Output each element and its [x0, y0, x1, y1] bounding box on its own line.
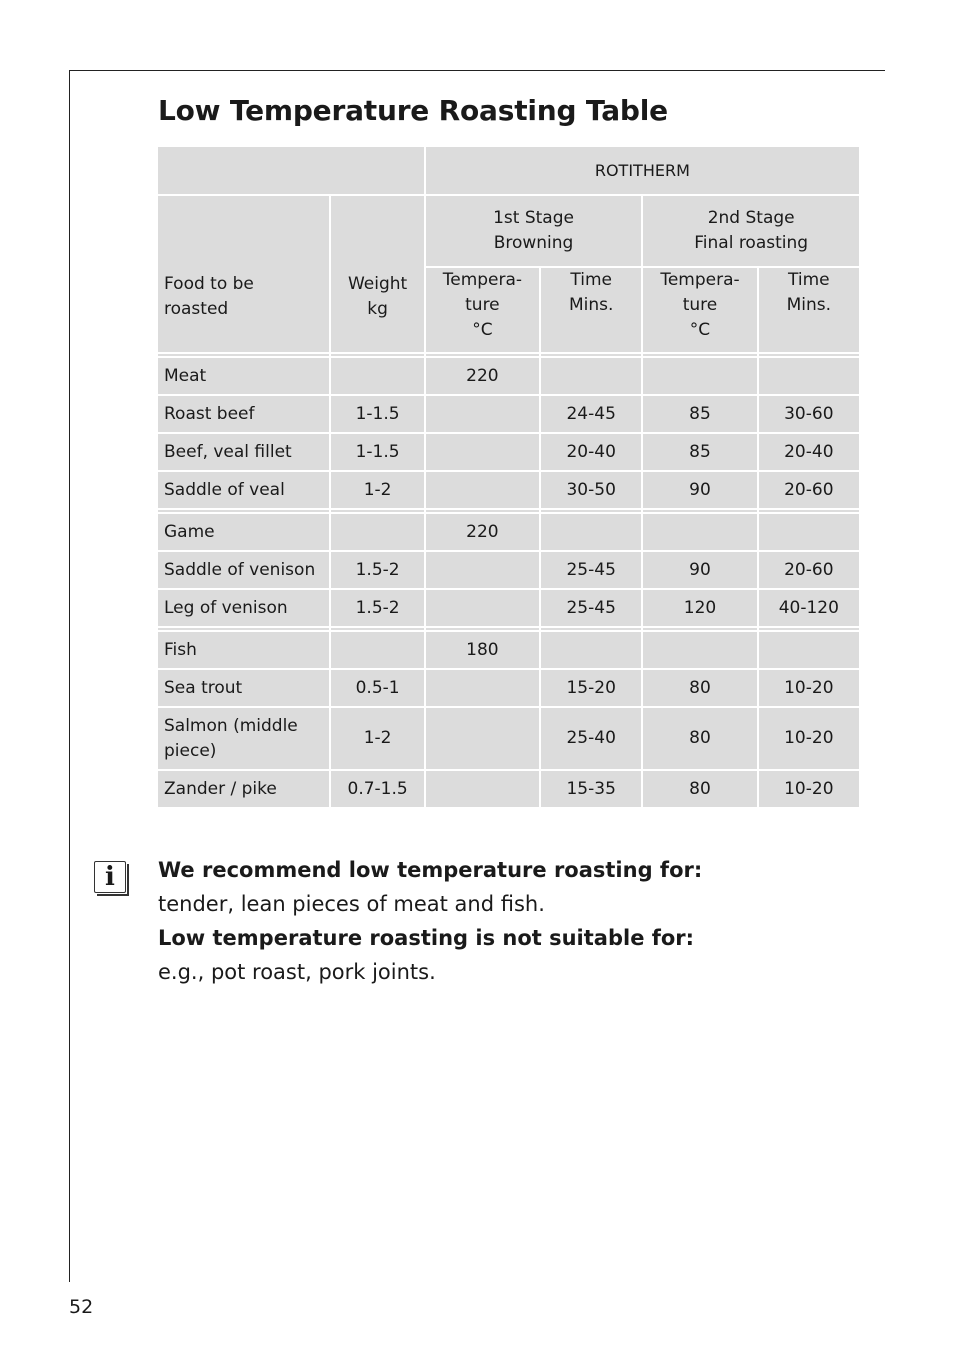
table-row: [158, 670, 859, 706]
table-row: [158, 590, 859, 626]
header-temp1: [426, 268, 539, 352]
recommend-heading: We recommend low temperature roasting for:: [158, 858, 703, 882]
category-row: [158, 514, 859, 550]
not-suitable-heading: Low temperature roasting is not suitable for:: [158, 926, 695, 950]
header-time2-line1: Time: [788, 270, 830, 290]
header-temp2-line1: Tempera-: [660, 270, 740, 290]
header-stage1: [426, 196, 642, 266]
separator-cell: [158, 510, 329, 512]
temp2-value: 90: [643, 552, 756, 588]
header-time1: [541, 268, 641, 352]
weight-value: 0.7-1.5: [331, 771, 423, 807]
temp2-value: 80: [643, 670, 756, 706]
food-name-line2: piece): [164, 740, 217, 761]
empty-cell: [426, 708, 539, 769]
header-weight: [331, 196, 423, 352]
time1-value: 25-45: [541, 590, 641, 626]
weight-value: 1-2: [331, 472, 423, 508]
header-stage1-line1: 1st Stage: [493, 208, 574, 228]
separator-cell: [643, 628, 756, 630]
time2-value: 10-20: [759, 670, 859, 706]
temp2-value: 90: [643, 472, 756, 508]
header-temp1-line1: Tempera-: [442, 270, 523, 290]
food-name: Leg of venison: [158, 590, 329, 626]
time1-value: 20-40: [541, 434, 641, 470]
separator-cell: [331, 628, 423, 630]
time1-value: 15-20: [541, 670, 641, 706]
table-row: [158, 771, 859, 807]
header-food: [158, 196, 329, 352]
table-body: [158, 354, 859, 807]
table-row: [158, 396, 859, 432]
category-row: [158, 358, 859, 394]
time2-value: 40-120: [759, 590, 859, 626]
food-name: Zander / pike: [158, 771, 329, 807]
header-food-line2: roasted: [164, 298, 229, 319]
time1-value: 30-50: [541, 472, 641, 508]
separator-cell: [541, 354, 641, 356]
food-name: [158, 708, 329, 769]
header-temp2-line2: ture: [682, 295, 718, 315]
page-number: 52: [69, 1296, 94, 1318]
header-row-stage: [158, 196, 859, 266]
header-weight-line1: Weight: [347, 273, 408, 294]
temp2-value: 85: [643, 434, 756, 470]
empty-cell: [426, 396, 539, 432]
temp2-value: 85: [643, 396, 756, 432]
header-temp1-line3: °C: [472, 320, 493, 340]
time2-value: 20-60: [759, 472, 859, 508]
weight-value: 1.5-2: [331, 590, 423, 626]
header-rotitherm: ROTITHERM: [426, 147, 859, 194]
category-row: [158, 632, 859, 668]
header-row-group: [158, 147, 859, 194]
header-stage2-line2: Final roasting: [694, 233, 809, 253]
time1-value: 25-45: [541, 552, 641, 588]
header-time2: [759, 268, 859, 352]
separator-cell: [643, 510, 756, 512]
empty-cell: [541, 632, 641, 668]
separator-cell: [426, 510, 539, 512]
header-stage2-line1: 2nd Stage: [707, 208, 795, 228]
food-name: Roast beef: [158, 396, 329, 432]
temp2-value: 120: [643, 590, 756, 626]
time2-value: 20-40: [759, 434, 859, 470]
header-empty-cell: [158, 147, 424, 194]
browning-temp: 220: [426, 514, 539, 550]
separator-cell: [158, 354, 329, 356]
food-name-line1: Salmon (middle: [164, 715, 298, 736]
empty-cell: [759, 514, 859, 550]
page-title: Low Temperature Roasting Table: [158, 94, 668, 127]
empty-cell: [541, 514, 641, 550]
empty-cell: [426, 552, 539, 588]
separator-row: [158, 628, 859, 630]
category-name: Game: [158, 514, 329, 550]
separator-cell: [541, 628, 641, 630]
food-name: Sea trout: [158, 670, 329, 706]
browning-temp: 220: [426, 358, 539, 394]
food-name: Saddle of venison: [158, 552, 329, 588]
header-time2-line2: Mins.: [786, 295, 832, 315]
header-temp1-line2: ture: [465, 295, 500, 315]
separator-cell: [158, 628, 329, 630]
separator-cell: [643, 354, 756, 356]
browning-temp: 180: [426, 632, 539, 668]
empty-cell: [759, 358, 859, 394]
header-time1-line2: Mins.: [568, 295, 614, 315]
table-row: [158, 552, 859, 588]
empty-cell: [426, 771, 539, 807]
empty-cell: [643, 632, 756, 668]
separator-cell: [426, 354, 539, 356]
separator-cell: [426, 628, 539, 630]
separator-cell: [541, 510, 641, 512]
top-rule: [69, 70, 885, 71]
separator-cell: [759, 510, 859, 512]
weight-value: 1.5-2: [331, 552, 423, 588]
time1-value: 24-45: [541, 396, 641, 432]
header-temp2-line3: °C: [689, 320, 711, 340]
food-name: Saddle of veal: [158, 472, 329, 508]
time2-value: 10-20: [759, 708, 859, 769]
category-name: Meat: [158, 358, 329, 394]
time1-value: 15-35: [541, 771, 641, 807]
weight-value: 1-1.5: [331, 396, 423, 432]
empty-cell: [426, 472, 539, 508]
separator-cell: [759, 354, 859, 356]
empty-cell: [426, 670, 539, 706]
time2-value: 10-20: [759, 771, 859, 807]
header-food-line1: Food to be: [164, 273, 254, 294]
empty-cell: [643, 358, 756, 394]
separator-cell: [331, 510, 423, 512]
weight-value: 1-1.5: [331, 434, 423, 470]
empty-cell: [331, 358, 423, 394]
table-row: [158, 708, 859, 769]
empty-cell: [541, 358, 641, 394]
category-name: Fish: [158, 632, 329, 668]
header-stage2: [643, 196, 859, 266]
header-temp2: [643, 268, 756, 352]
time1-value: 25-40: [541, 708, 641, 769]
time2-value: 20-60: [759, 552, 859, 588]
separator-cell: [759, 628, 859, 630]
separator-cell: [331, 354, 423, 356]
separator-row: [158, 354, 859, 356]
weight-value: 1-2: [331, 708, 423, 769]
temp2-value: 80: [643, 708, 756, 769]
food-name: Beef, veal fillet: [158, 434, 329, 470]
side-rule: [69, 70, 70, 1282]
header-time1-line1: Time: [570, 270, 612, 290]
weight-value: 0.5-1: [331, 670, 423, 706]
recommend-text: tender, lean pieces of meat and fish.: [158, 892, 545, 916]
header-weight-line2: kg: [367, 298, 388, 319]
roasting-table: [156, 145, 861, 809]
time2-value: 30-60: [759, 396, 859, 432]
table-row: [158, 434, 859, 470]
header-stage1-line2: Browning: [493, 233, 574, 253]
info-notes: [158, 853, 858, 989]
separator-row: [158, 510, 859, 512]
empty-cell: [331, 514, 423, 550]
temp2-value: 80: [643, 771, 756, 807]
empty-cell: [426, 434, 539, 470]
empty-cell: [643, 514, 756, 550]
table-row: [158, 472, 859, 508]
empty-cell: [759, 632, 859, 668]
not-suitable-text: e.g., pot roast, pork joints.: [158, 960, 436, 984]
info-icon: i: [94, 861, 126, 893]
empty-cell: [426, 590, 539, 626]
empty-cell: [331, 632, 423, 668]
